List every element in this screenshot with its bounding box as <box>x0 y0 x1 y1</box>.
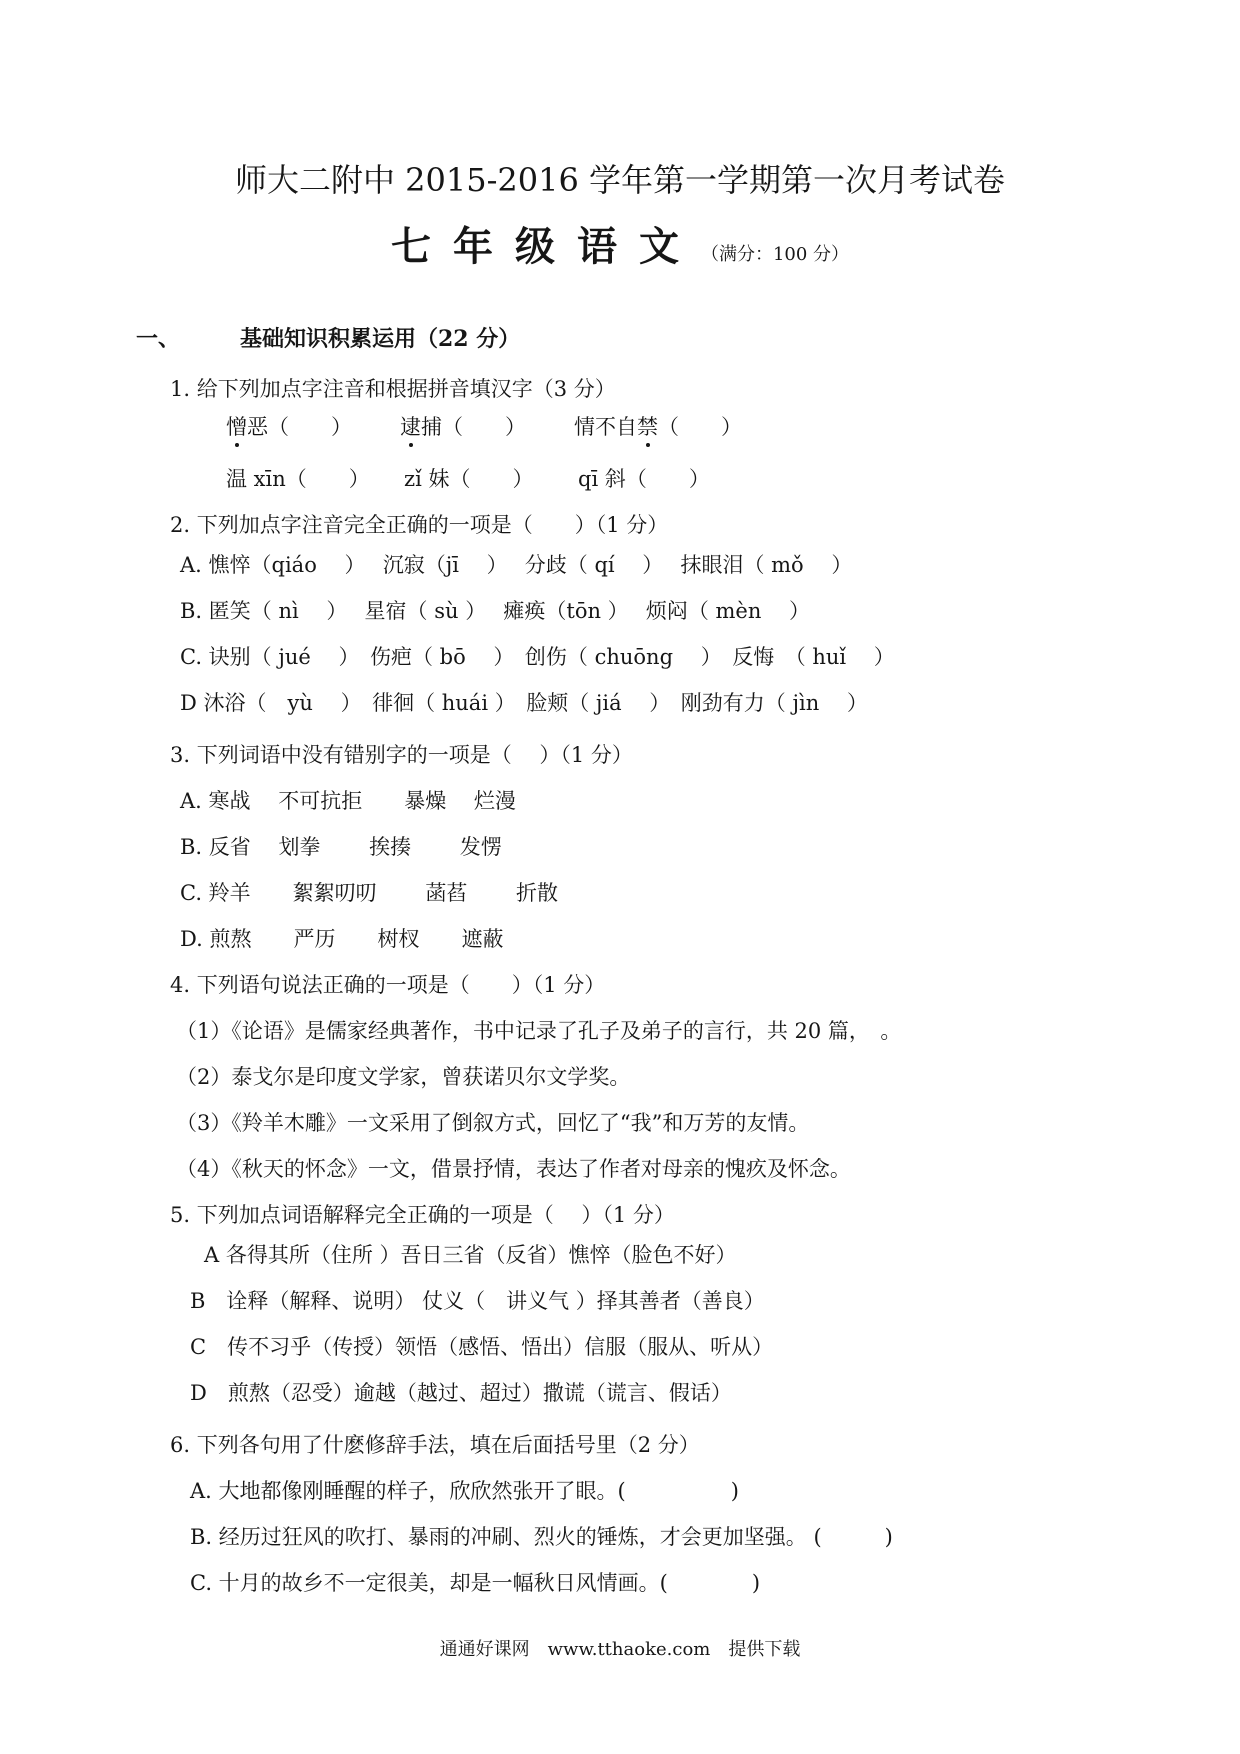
q3-option-b: B. 反省 划拳 挨揍 发愣 <box>180 835 502 859</box>
q4-statement-2: （2）泰戈尔是印度文学家，曾获诺贝尔文学奖。 <box>176 1065 631 1089</box>
page-footer: 通通好课网 www.tthaoke.com 提供下载 <box>439 1639 801 1660</box>
q1-item-1: 憎恶（ ） <box>226 415 352 439</box>
section-title: 基础知识积累运用（22 分） <box>240 326 521 352</box>
q2-option-d: D 沐浴（ yù ） 徘徊（ huái ） 脸颊（ jiá ） 刚劲有力（ jìn ） <box>180 691 868 715</box>
q5-option-c: C 传不习乎（传授）领悟（感悟、悟出）信服（服从、听从） <box>190 1335 774 1359</box>
q5-option-d: D 煎熬（忍受）逾越（越过、超过）撒谎（谎言、假话） <box>190 1381 732 1405</box>
q3-option-c: C. 羚羊 絮絮叨叨 菡萏 折散 <box>180 881 559 905</box>
q4-statement-1: （1）《论语》是儒家经典著作，书中记录了孔子及弟子的言行，共 20 篇， 。 <box>176 1019 902 1043</box>
q2-option-c: C. 诀别（ jué ） 伤疤（ bō ） 创伤（ chuōng ） 反悔 （ huǐ ） <box>180 645 895 669</box>
q1-item-3: 情不自禁（ ） <box>574 415 742 439</box>
section-heading <box>136 326 520 352</box>
subject-name: 七年级语文 <box>390 223 701 270</box>
q2-option-b: B. 匿笑（ nì ） 星宿（ sù ） 瘫痪（tōn ） 烦闷（ mèn ） <box>180 599 811 623</box>
q1-item-2: 逮捕（ ） <box>400 415 526 439</box>
q2-option-a: A. 憔悴（qiáo ） 沉寂（jī ） 分歧（ qí ） 抹眼泪（ mǒ ） <box>180 553 853 577</box>
section-number: 一、 <box>136 326 181 352</box>
q4-statement-3: （3）《羚羊木雕》一文采用了倒叙方式，回忆了“我”和万芳的友情。 <box>176 1111 810 1135</box>
q6-stem: 6. 下列各句用了什麽修辞手法，填在后面括号里（2 分） <box>170 1433 700 1457</box>
q1-item-5: zǐ 妹（ ） <box>404 467 534 491</box>
q2-stem: 2. 下列加点字注音完全正确的一项是（ ）（1 分） <box>170 513 669 537</box>
q5-stem: 5. 下列加点词语解释完全正确的一项是（ ）（1 分） <box>170 1203 675 1227</box>
q3-stem: 3. 下列词语中没有错别字的一项是（ ）（1 分） <box>170 743 633 767</box>
q6-option-b: B. 经历过狂风的吹打、暴雨的冲刷、烈火的锤炼，才会更加坚强。 ( ) <box>190 1525 893 1549</box>
q5-option-a: A 各得其所（住所 ）吾日三省（反省）憔悴（脸色不好） <box>204 1243 737 1267</box>
q4-statement-4: （4）《秋天的怀念》一文，借景抒情，表达了作者对母亲的愧疚及怀念。 <box>176 1157 851 1181</box>
q3-option-d: D. 煎熬 严历 树杈 遮蔽 <box>180 927 504 951</box>
q3-option-a: A. 寒战 不可抗拒 暴燥 烂漫 <box>180 789 516 813</box>
q6-option-c: C. 十月的故乡不一定很美，却是一幅秋日风情画。( ) <box>190 1571 761 1595</box>
q6-option-a: A. 大地都像刚睡醒的样子，欣欣然张开了眼。( ) <box>190 1479 739 1503</box>
exam-title: 师大二附中 2015-2016 学年第一学期第一次月考试卷 <box>234 161 1006 199</box>
q5-option-b: B 诠释（解释、说明） 仗义（ 讲义气 ）择其善者（善良） <box>190 1289 765 1313</box>
exam-subtitle <box>0 222 1240 280</box>
q1-item-4: 温 xīn（ ） <box>226 467 370 491</box>
q4-stem: 4. 下列语句说法正确的一项是（ ）（1 分） <box>170 973 606 997</box>
q1-stem: 1. 给下列加点字注音和根据拼音填汉字（3 分） <box>170 377 616 401</box>
score-note: （满分：100 分） <box>700 244 850 265</box>
q1-item-6: qī 斜（ ） <box>578 467 710 491</box>
